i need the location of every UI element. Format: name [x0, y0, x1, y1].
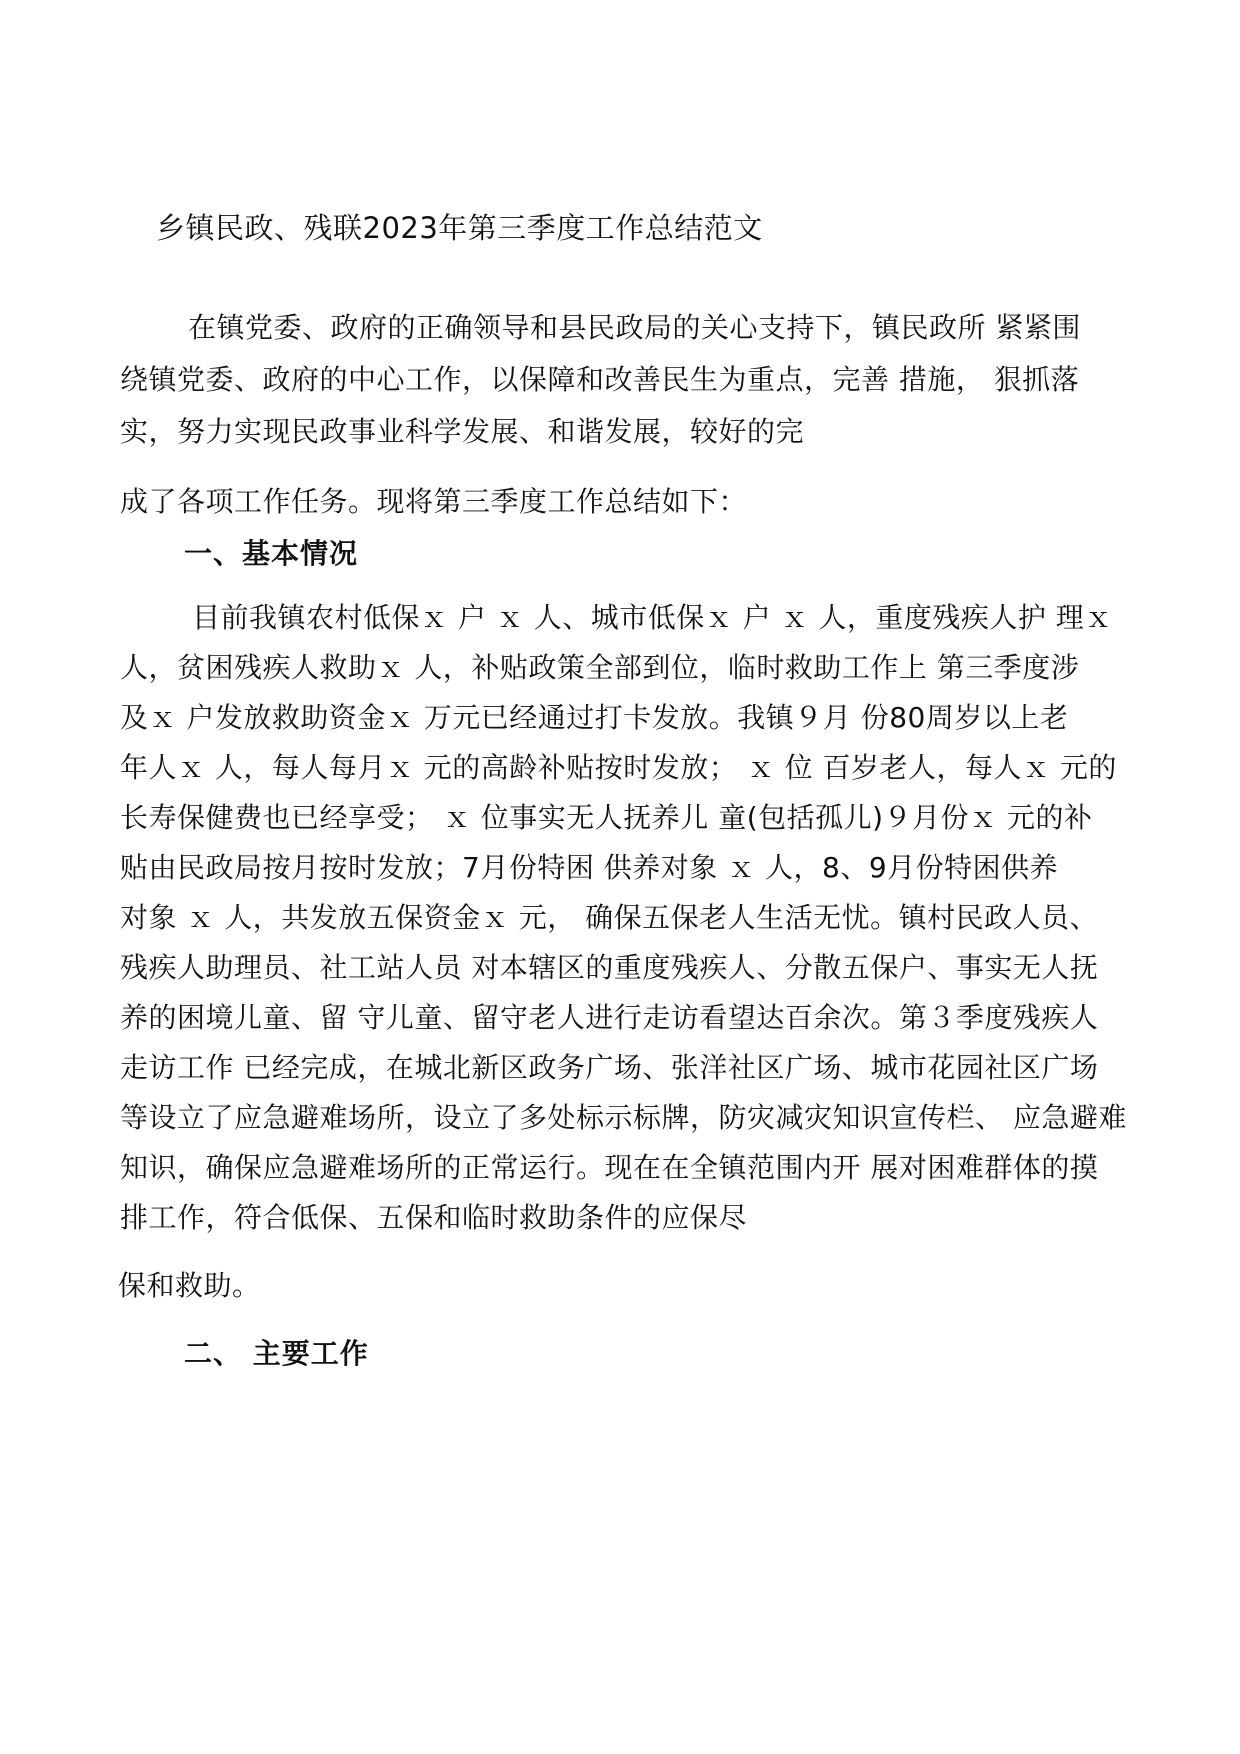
- body-line-13: 排工作，符合低保、五保和临时救助条件的应保尽: [120, 1201, 748, 1234]
- body-line-12: 知识，确保应急避难场所的正常运行。现在在全镇范围内开 展对困难群体的摸: [120, 1151, 1099, 1184]
- intro-line-4: 成了各项工作任务。现将第三季度工作总结如下：: [120, 485, 748, 518]
- body-line-14: 保和救助。: [118, 1269, 261, 1302]
- body-line-9: 养的困境儿童、留 守儿童、留守老人进行走访看望达百余次。第３季度残疾人: [120, 1001, 1099, 1034]
- body-line-10: 走访工作 已经完成，在城北新区政务广场、张洋社区广场、城市花园社区广场: [120, 1051, 1099, 1084]
- section-heading-main-work: 二、 主要工作: [184, 1337, 369, 1370]
- body-line-7: 对象 ｘ 人，共发放五保资金ｘ 元， 确保五保老人生活无忧。镇村民政人员、: [120, 901, 1099, 934]
- body-line-11: 等设立了应急避难场所，设立了多处标示标牌，防灾减灾知识宣传栏、 应急避难: [120, 1101, 1127, 1134]
- section-heading-basic: 一、基本情况: [184, 537, 359, 570]
- body-line-5: 长寿保健费也已经享受； ｘ 位事实无人抚养儿 童(包括孤儿)９月份ｘ 元的补: [120, 801, 1093, 834]
- intro-line-1: 在镇党委、政府的正确领导和县民政局的关心支持下，镇民政所 紧紧围: [188, 311, 1081, 344]
- intro-line-2: 绕镇党委、政府的中心工作，以保障和改善民生为重点，完善 措施， 狠抓落: [120, 363, 1080, 396]
- body-line-4: 年人ｘ 人，每人每月ｘ 元的高龄补贴按时发放； ｘ 位 百岁老人，每人ｘ 元的: [120, 751, 1117, 784]
- intro-line-3: 实，努力实现民政事业科学发展、和谐发展，较好的完: [120, 415, 805, 448]
- document-title: 乡镇民政、残联2023年第三季度工作总结范文: [156, 211, 763, 245]
- body-line-6: 贴由民政局按月按时发放；7月份特困 供养对象 ｘ 人，8、9月份特困供养: [120, 851, 1059, 884]
- body-line-1: 目前我镇农村低保ｘ 户 ｘ 人、城市低保ｘ 户 ｘ 人，重度残疾人护 理ｘ: [192, 601, 1113, 634]
- body-line-3: 及ｘ 户发放救助资金ｘ 万元已经通过打卡发放。我镇９月 份80周岁以上老: [120, 701, 1069, 734]
- body-line-8: 残疾人助理员、社工站人员 对本辖区的重度残疾人、分散五保户、事实无人抚: [120, 951, 1099, 984]
- body-line-2: 人，贫困残疾人救助ｘ 人，补贴政策全部到位，临时救助工作上 第三季度涉: [120, 651, 1080, 684]
